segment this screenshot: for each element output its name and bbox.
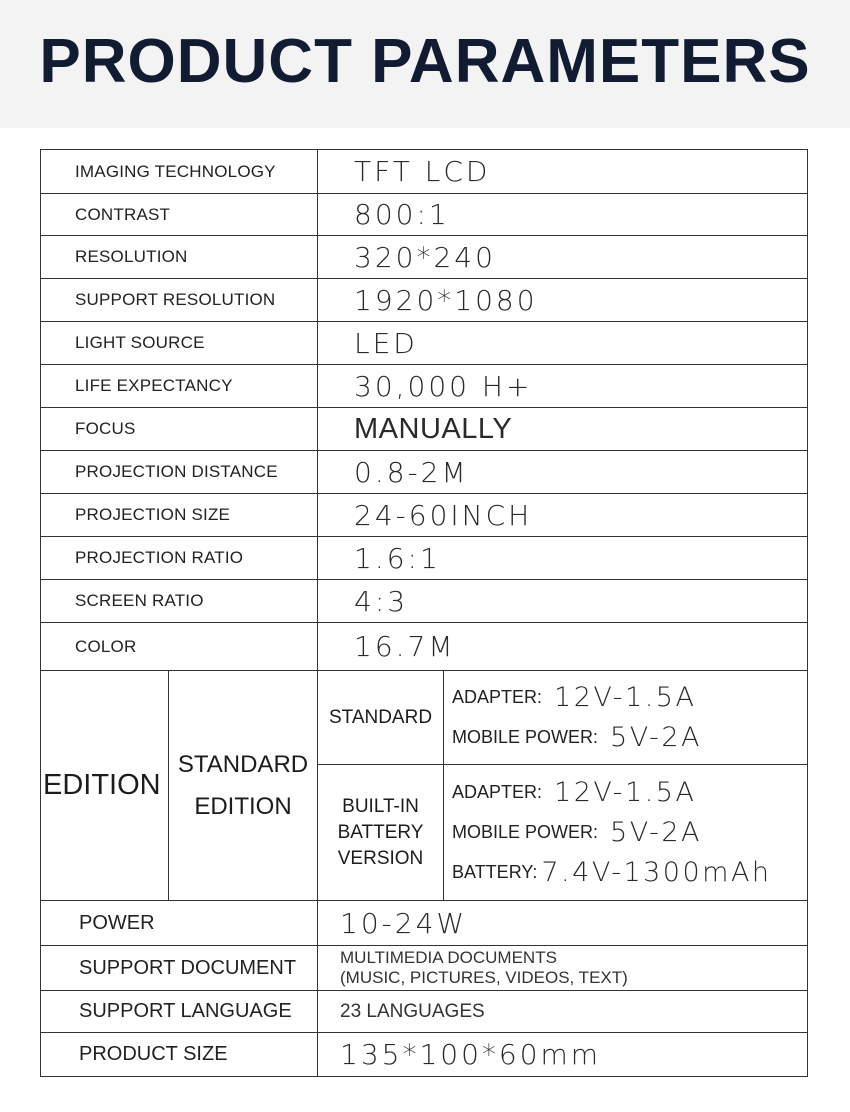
spec-row <box>41 991 808 1033</box>
spec-label: LIFE EXPECTANCY <box>41 365 318 408</box>
battery-variant-line-3: VERSION <box>337 847 424 869</box>
document-line-2: (MUSIC, PICTURES, VIDEOS, TEXT) <box>340 968 628 987</box>
parameters-table <box>40 149 808 1077</box>
adapter-value: 12V-1.5A <box>554 682 697 713</box>
spec-row <box>41 623 808 671</box>
spec-row <box>41 194 808 236</box>
standard-mobile-power <box>444 718 807 758</box>
document-line-1: MULTIMEDIA DOCUMENTS <box>340 948 557 967</box>
battery-variant-specs <box>444 765 808 901</box>
spec-value: 1920*1080 <box>318 279 808 322</box>
adapter-key: ADAPTER: <box>452 782 543 802</box>
spec-row <box>41 1033 808 1077</box>
mobile-power-key: MOBILE POWER: <box>452 822 599 842</box>
adapter-key: ADAPTER: <box>452 687 543 707</box>
battery-mobile-power <box>444 813 807 853</box>
spec-label: PROJECTION SIZE <box>41 494 318 537</box>
spec-value: 135*100*60mm <box>318 1033 808 1077</box>
spec-row <box>41 901 808 946</box>
spec-value: 800:1 <box>318 194 808 236</box>
battery-adapter <box>444 773 807 813</box>
battery-key: BATTERY: <box>452 862 538 882</box>
edition-row-standard <box>41 671 808 765</box>
battery-variant-line-1: BUILT-IN <box>342 795 419 817</box>
page-title: PRODUCT PARAMETERS <box>39 27 811 96</box>
battery-value: 7.4V-1300mAh <box>541 857 772 888</box>
adapter-value: 12V-1.5A <box>554 777 697 808</box>
spec-value: 16.7M <box>318 623 808 671</box>
mobile-power-value: 5V-2A <box>610 722 703 753</box>
spec-value: LED <box>318 322 808 365</box>
spec-row <box>41 451 808 494</box>
spec-row <box>41 236 808 279</box>
standard-adapter <box>444 678 807 718</box>
spec-row <box>41 279 808 322</box>
spec-value <box>318 946 808 991</box>
spec-row <box>41 946 808 991</box>
spec-label: PRODUCT SIZE <box>41 1033 318 1077</box>
spec-row <box>41 365 808 408</box>
spec-value: MANUALLY <box>318 408 808 451</box>
spec-value: 320*240 <box>318 236 808 279</box>
spec-label: POWER <box>41 901 318 946</box>
spec-label: LIGHT SOURCE <box>41 322 318 365</box>
spec-label: RESOLUTION <box>41 236 318 279</box>
battery-variant-line-2: BATTERY <box>337 821 424 843</box>
spec-value: TFT LCD <box>318 150 808 194</box>
spec-row <box>41 150 808 194</box>
spec-row <box>41 537 808 580</box>
spec-value: 4:3 <box>318 580 808 623</box>
spec-row <box>41 580 808 623</box>
spec-label: SUPPORT LANGUAGE <box>41 991 318 1033</box>
mobile-power-key: MOBILE POWER: <box>452 727 599 747</box>
spec-value: 10-24W <box>318 901 808 946</box>
standard-variant-label: STANDARD <box>318 671 444 765</box>
standard-variant-specs <box>444 671 808 765</box>
battery-capacity <box>444 853 807 893</box>
edition-sub-label-2: EDITION <box>194 792 292 820</box>
spec-value: 24-60INCH <box>318 494 808 537</box>
spec-label: PROJECTION RATIO <box>41 537 318 580</box>
spec-label: FOCUS <box>41 408 318 451</box>
spec-label: SUPPORT RESOLUTION <box>41 279 318 322</box>
spec-row <box>41 494 808 537</box>
spec-label: PROJECTION DISTANCE <box>41 451 318 494</box>
edition-sub-label-1: STANDARD <box>177 750 309 778</box>
mobile-power-value: 5V-2A <box>610 817 703 848</box>
spec-label: SCREEN RATIO <box>41 580 318 623</box>
edition-label: EDITION <box>41 671 169 901</box>
battery-variant-label <box>318 765 444 901</box>
spec-label: COLOR <box>41 623 318 671</box>
edition-sub-label <box>169 671 318 901</box>
spec-value: 30,000 H+ <box>318 365 808 408</box>
spec-value: 1.6:1 <box>318 537 808 580</box>
spec-row <box>41 322 808 365</box>
spec-label: IMAGING TECHNOLOGY <box>41 150 318 194</box>
spec-label: CONTRAST <box>41 194 318 236</box>
header-band <box>0 0 850 128</box>
spec-label: SUPPORT DOCUMENT <box>41 946 318 991</box>
spec-row <box>41 408 808 451</box>
spec-value: 0.8-2M <box>318 451 808 494</box>
spec-value: 23 LANGUAGES <box>318 991 808 1033</box>
